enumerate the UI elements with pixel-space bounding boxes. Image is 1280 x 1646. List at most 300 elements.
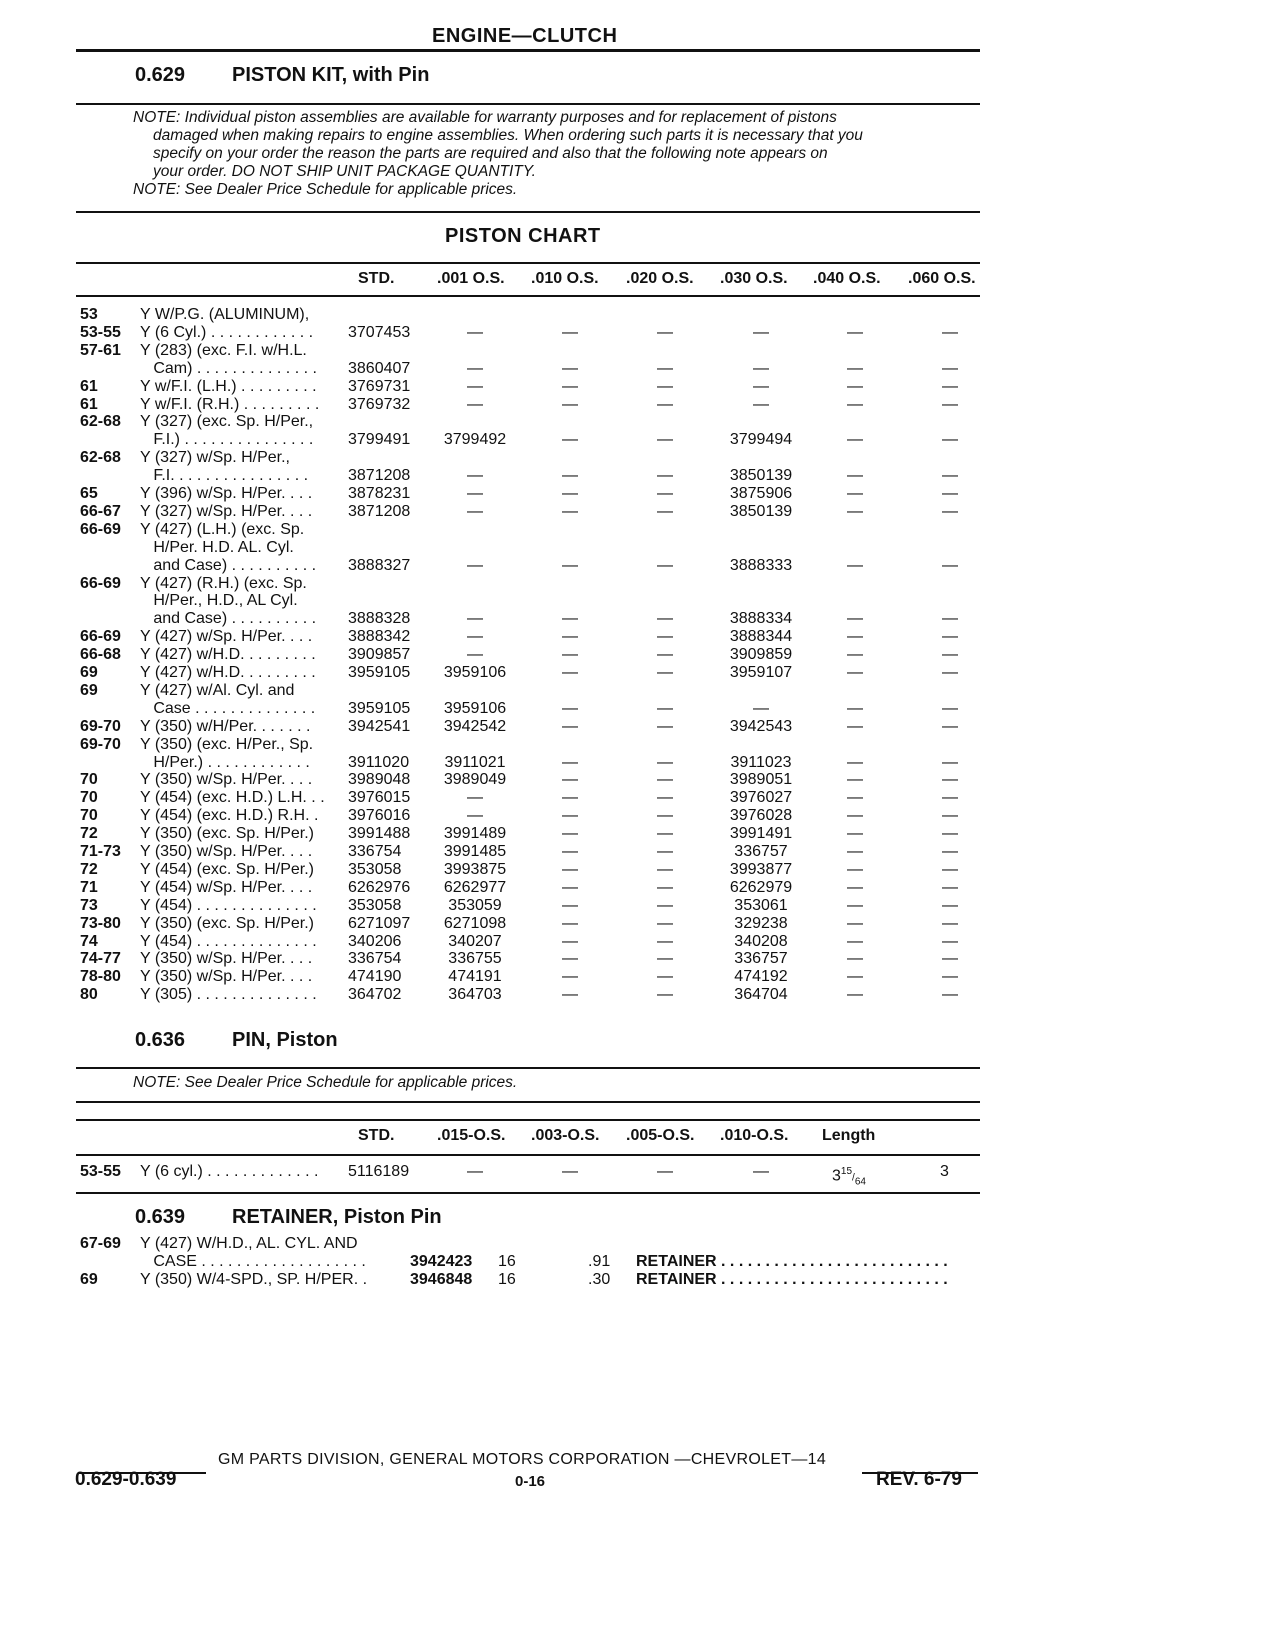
chart-cell: — <box>657 789 673 807</box>
chart-cell: — <box>562 323 578 341</box>
chart-cell: — <box>562 556 578 574</box>
row-description: Y (350) w/Sp. H/Per. . . . <box>140 771 313 789</box>
row-description: Y (427) (L.H.) (exc. Sp. <box>140 520 305 538</box>
row-years: 78-80 <box>80 968 121 986</box>
table-row <box>80 430 1040 449</box>
divider <box>76 295 980 297</box>
row-years: 69 <box>80 664 98 681</box>
table-row <box>80 681 1040 700</box>
chart-cell: 3959106 <box>443 699 507 717</box>
chart-cell: — <box>467 502 483 520</box>
row-description: Y (350) w/Sp. H/Per. . . . <box>140 843 313 860</box>
table-row <box>80 1162 1040 1188</box>
row-description: H/Per., H.D., AL Cyl. <box>140 592 298 610</box>
chart-cell: — <box>942 502 958 520</box>
row-description: H/Per. H.D. AL. Cyl. <box>140 538 294 556</box>
chart-cell: 3909857 <box>348 646 411 664</box>
chart-cell: — <box>562 753 578 771</box>
row-description: Y (454) w/Sp. H/Per. . . . <box>140 878 313 896</box>
table-row <box>80 770 1040 789</box>
chart-cell: 3888334 <box>729 610 793 628</box>
chart-cell: — <box>562 610 578 628</box>
part-name: RETAINER . . . . . . . . . . . . . . . . . . . . . . . . . . <box>636 1271 948 1288</box>
row-years: 66-69 <box>80 574 121 592</box>
chart-cell: — <box>847 610 863 628</box>
row-description: Y (350) (exc. Sp. H/Per.) <box>140 914 314 932</box>
row-years: 66-69 <box>80 520 121 538</box>
chart-cell: — <box>562 825 578 843</box>
chart-cell: — <box>753 395 769 413</box>
chart-cell: 3888327 <box>348 556 411 574</box>
chart-cell: 3989048 <box>348 771 411 789</box>
table-row <box>80 663 1040 682</box>
table-row <box>80 305 1040 324</box>
price: .30 <box>588 1271 611 1288</box>
chart-cell: — <box>942 628 958 646</box>
chart-cell: 364704 <box>734 986 788 1004</box>
chart-cell: — <box>657 986 673 1004</box>
divider <box>76 262 980 264</box>
cell-003: — <box>562 1163 578 1180</box>
row-years: 53-55 <box>80 1163 121 1180</box>
chart-cell: — <box>562 431 578 449</box>
table-row <box>80 788 1040 807</box>
part-name: RETAINER . . . . . . . . . . . . . . . . . . . . . . . . . . <box>636 1253 948 1270</box>
footer-revision: REV. 6-79 <box>876 1469 962 1490</box>
chart-cell: — <box>562 968 578 986</box>
chart-cell: — <box>562 377 578 395</box>
chart-cell: 3850139 <box>729 467 793 485</box>
chart-cell: — <box>847 807 863 825</box>
chart-cell: — <box>847 753 863 771</box>
chart-cell: 340207 <box>448 932 502 950</box>
chart-cell: — <box>467 628 483 646</box>
chart-cell: — <box>657 395 673 413</box>
page-header: ENGINE—CLUTCH <box>432 25 618 47</box>
table-row <box>80 359 1040 378</box>
chart-cell: — <box>467 789 483 807</box>
note-block <box>133 109 993 199</box>
row-years: 61 <box>80 395 98 413</box>
chart-cell: 3959105 <box>348 664 411 681</box>
chart-cell: — <box>847 646 863 664</box>
chart-cell: 3799492 <box>443 431 507 449</box>
table-row <box>80 645 1040 664</box>
column-header: STD. <box>358 1127 395 1144</box>
chart-cell: 353061 <box>734 896 788 914</box>
chart-cell: — <box>467 359 483 377</box>
row-years: 66-69 <box>80 628 121 646</box>
section-title: PIN, Piston <box>232 1029 338 1051</box>
row-description: H/Per.) . . . . . . . . . . . . <box>140 753 310 771</box>
row-description: Y (350) w/H/Per. . . . . . . <box>140 717 311 735</box>
chart-cell: — <box>942 789 958 807</box>
chart-cell: — <box>942 968 958 986</box>
chart-cell: — <box>942 664 958 681</box>
row-years: 53 <box>80 306 98 323</box>
chart-cell: 3871208 <box>348 467 411 485</box>
chart-cell: — <box>942 467 958 485</box>
table-row <box>80 949 1040 968</box>
chart-cell: — <box>942 556 958 574</box>
chart-cell: — <box>847 395 863 413</box>
chart-cell: — <box>657 825 673 843</box>
note-line: damaged when making repairs to engine assemblies. When ordering such parts it is necessary that you <box>153 127 863 144</box>
piston-chart-title: PISTON CHART <box>445 225 601 247</box>
chart-cell: — <box>657 610 673 628</box>
chart-cell: 364703 <box>448 986 502 1004</box>
chart-cell: 6271097 <box>348 914 411 932</box>
retainer-row <box>80 1270 1040 1289</box>
chart-cell: 3878231 <box>348 485 411 502</box>
column-header: .015-O.S. <box>437 1127 506 1144</box>
chart-cell: 3875906 <box>729 485 793 502</box>
chart-cell: — <box>847 843 863 860</box>
chart-cell: — <box>467 610 483 628</box>
column-header: .010-O.S. <box>720 1127 789 1144</box>
row-years: 73-80 <box>80 914 121 932</box>
chart-cell: 3976028 <box>729 807 793 825</box>
length-whole: 3 <box>832 1167 841 1185</box>
chart-cell: 3911021 <box>444 753 506 771</box>
cell-length: $3^{15}/_{64}$ <box>832 1166 866 1188</box>
chart-cell: 3911020 <box>348 753 410 771</box>
cell-010: — <box>753 1163 769 1180</box>
table-row <box>80 412 1040 431</box>
chart-cell: — <box>942 986 958 1004</box>
row-description: and Case) . . . . . . . . . . <box>140 556 317 574</box>
chart-cell: — <box>467 395 483 413</box>
table-row <box>80 860 1040 879</box>
table-row <box>80 627 1040 646</box>
note-line: your order. DO NOT SHIP UNIT PACKAGE QUANTITY. <box>153 163 536 180</box>
chart-cell: 3976016 <box>348 807 411 825</box>
table-row <box>80 878 1040 897</box>
row-years: 71 <box>80 878 98 896</box>
chart-cell: 6262979 <box>729 878 793 896</box>
chart-cell: — <box>657 914 673 932</box>
table-row <box>80 806 1040 825</box>
column-header: Length <box>822 1127 876 1144</box>
chart-cell: — <box>467 807 483 825</box>
chart-cell: 6271098 <box>443 914 507 932</box>
chart-cell: — <box>467 556 483 574</box>
chart-cell: 6262976 <box>348 878 411 896</box>
section-number: 0.629 <box>135 64 186 86</box>
row-years: 66-67 <box>80 502 121 520</box>
part-number: 3942423 <box>410 1253 473 1270</box>
chart-cell: — <box>847 717 863 735</box>
chart-cell: — <box>942 807 958 825</box>
chart-cell: — <box>657 950 673 968</box>
row-description: Y (427) w/H.D. . . . . . . . . <box>140 664 316 681</box>
row-description: CASE . . . . . . . . . . . . . . . . . . . <box>140 1253 366 1270</box>
column-header: STD. <box>358 270 395 287</box>
row-description: Y (454) . . . . . . . . . . . . . . <box>140 896 317 914</box>
cell-015: — <box>467 1163 483 1180</box>
chart-cell: — <box>562 395 578 413</box>
divider <box>76 1067 980 1069</box>
section-title: RETAINER, Piston Pin <box>232 1206 442 1228</box>
chart-cell: — <box>657 771 673 789</box>
chart-cell: — <box>942 843 958 860</box>
row-description: Y (283) (exc. F.I. w/H.L. <box>140 341 307 359</box>
chart-cell: — <box>847 986 863 1004</box>
chart-cell: — <box>562 914 578 932</box>
length-num: 15 <box>840 1166 853 1177</box>
row-years: 62-68 <box>80 449 121 467</box>
chart-cell: 3909859 <box>729 646 793 664</box>
table-row <box>80 323 1040 342</box>
chart-cell: 3991491 <box>729 825 793 843</box>
row-description: F.I.) . . . . . . . . . . . . . . . <box>140 431 314 449</box>
row-years: 71-73 <box>80 843 121 860</box>
row-years: 69-70 <box>80 717 121 735</box>
chart-cell: — <box>942 646 958 664</box>
chart-cell: — <box>753 323 769 341</box>
row-description: Y (350) W/4-SPD., SP. H/PER. . <box>140 1271 368 1288</box>
chart-cell: — <box>657 878 673 896</box>
pin-note: NOTE: See Dealer Price Schedule for applicable prices. <box>133 1074 518 1091</box>
row-years: 73 <box>80 896 98 914</box>
table-row <box>80 824 1040 843</box>
chart-cell: — <box>847 914 863 932</box>
chart-cell: — <box>847 485 863 502</box>
row-years: 69 <box>80 1271 98 1288</box>
chart-cell: 336757 <box>734 950 788 968</box>
column-header: .040 O.S. <box>813 270 881 287</box>
row-years: 69-70 <box>80 735 121 753</box>
chart-cell: — <box>847 825 863 843</box>
chart-cell: — <box>942 717 958 735</box>
row-description: Y (350) (exc. Sp. H/Per.) <box>140 825 314 843</box>
row-years: 53-55 <box>80 323 121 341</box>
table-row <box>80 985 1040 1004</box>
chart-cell: — <box>657 467 673 485</box>
chart-cell: — <box>847 502 863 520</box>
row-years: 74 <box>80 932 98 950</box>
chart-cell: — <box>562 860 578 878</box>
chart-cell: 340206 <box>348 932 402 950</box>
table-row <box>80 520 1040 539</box>
row-years: 67-69 <box>80 1235 121 1252</box>
row-description: Y w/F.I. (L.H.) . . . . . . . . . <box>140 377 317 395</box>
chart-cell: — <box>657 431 673 449</box>
table-row <box>80 842 1040 861</box>
part-number: 3946848 <box>410 1271 473 1288</box>
chart-cell: — <box>847 628 863 646</box>
column-header: .003-O.S. <box>531 1127 600 1144</box>
row-description: Y (427) (R.H.) (exc. Sp. <box>140 574 307 592</box>
chart-cell: 3799491 <box>348 431 411 449</box>
row-description: Y (454) (exc. Sp. H/Per.) <box>140 860 314 878</box>
row-description: Y (427) w/Sp. H/Per. . . . <box>140 628 313 646</box>
table-row <box>80 896 1040 915</box>
column-header: .010 O.S. <box>531 270 599 287</box>
chart-cell: — <box>467 646 483 664</box>
chart-cell: — <box>467 485 483 502</box>
chart-cell: — <box>847 932 863 950</box>
chart-cell: 3942542 <box>443 717 507 735</box>
chart-cell: — <box>657 485 673 502</box>
table-row <box>80 538 1040 557</box>
row-description: Y (350) (exc. H/Per., Sp. <box>140 735 314 753</box>
chart-cell: — <box>657 968 673 986</box>
chart-cell: — <box>562 878 578 896</box>
row-description: Y W/P.G. (ALUMINUM), <box>140 306 310 323</box>
chart-cell: — <box>562 896 578 914</box>
table-row <box>80 502 1040 521</box>
table-row <box>80 932 1040 951</box>
chart-cell: — <box>942 431 958 449</box>
chart-cell: — <box>467 467 483 485</box>
divider <box>76 211 980 213</box>
section-number: 0.639 <box>135 1206 186 1228</box>
footer-page-number: 0-16 <box>515 1473 546 1490</box>
column-header: .060 O.S. <box>908 270 976 287</box>
row-years: 57-61 <box>80 341 121 359</box>
price: .91 <box>588 1253 611 1270</box>
row-description: Y (350) w/Sp. H/Per. . . . <box>140 950 313 968</box>
chart-cell: 3959105 <box>348 699 411 717</box>
row-years: 70 <box>80 789 98 807</box>
chart-cell: — <box>657 860 673 878</box>
chart-cell: 474192 <box>734 968 788 986</box>
chart-cell: 364702 <box>348 986 402 1004</box>
table-row <box>80 591 1040 610</box>
chart-cell: 3993875 <box>443 860 507 878</box>
chart-cell: 6262977 <box>443 878 507 896</box>
divider <box>76 1192 980 1194</box>
chart-cell: 3871208 <box>348 502 411 520</box>
chart-cell: 3976015 <box>348 789 411 807</box>
row-description: Y (427) w/H.D. . . . . . . . . <box>140 646 316 664</box>
chart-cell: — <box>942 395 958 413</box>
chart-cell: 3942543 <box>729 717 793 735</box>
chart-cell: — <box>753 377 769 395</box>
chart-cell: — <box>942 485 958 502</box>
chart-cell: 336755 <box>448 950 502 968</box>
table-row <box>80 699 1040 718</box>
divider <box>76 1101 980 1103</box>
row-description: Y (6 cyl.) . . . . . . . . . . . . . <box>140 1163 319 1180</box>
row-description: Y (396) w/Sp. H/Per. . . . <box>140 485 313 502</box>
table-row <box>80 967 1040 986</box>
chart-cell: 3989049 <box>443 771 507 789</box>
row-description: Y (454) (exc. H.D.) L.H. . . <box>140 789 325 807</box>
row-description: Y (427) w/Al. Cyl. and <box>140 681 295 699</box>
column-header: .005-O.S. <box>626 1127 695 1144</box>
note-line: NOTE: Individual piston assemblies are available for warranty purposes and for replacement of pistons <box>133 109 837 126</box>
row-years: 61 <box>80 377 98 395</box>
chart-cell: 3769732 <box>348 395 411 413</box>
table-row <box>80 753 1040 772</box>
chart-cell: — <box>562 485 578 502</box>
row-description: Y (327) w/Sp. H/Per. . . . <box>140 502 313 520</box>
chart-cell: 353059 <box>448 896 502 914</box>
table-row <box>80 717 1040 736</box>
chart-cell: 3850139 <box>729 502 793 520</box>
table-row <box>80 448 1040 467</box>
chart-cell: — <box>562 699 578 717</box>
chart-cell: — <box>753 359 769 377</box>
retainer-row <box>80 1252 1040 1271</box>
note-line: specify on your order the reason the parts are required and also that the following note appears on <box>153 145 828 162</box>
chart-cell: — <box>847 896 863 914</box>
chart-cell: — <box>562 502 578 520</box>
chart-cell: — <box>847 968 863 986</box>
chart-cell: — <box>847 950 863 968</box>
chart-cell: 3989051 <box>729 771 793 789</box>
table-row <box>80 395 1040 414</box>
chart-cell: — <box>562 467 578 485</box>
divider <box>76 1154 980 1156</box>
chart-cell: 3707453 <box>348 323 411 341</box>
chart-cell: 3976027 <box>729 789 793 807</box>
table-row <box>80 466 1040 485</box>
chart-cell: — <box>657 807 673 825</box>
length-den: 64 <box>854 1176 866 1188</box>
table-row <box>80 914 1040 933</box>
row-years: 62-68 <box>80 413 121 431</box>
chart-cell: 474190 <box>348 968 402 986</box>
chart-cell: — <box>562 932 578 950</box>
chart-cell: 3942541 <box>348 717 411 735</box>
chart-cell: 3888342 <box>348 628 411 646</box>
chart-cell: — <box>942 860 958 878</box>
chart-cell: — <box>847 771 863 789</box>
chart-cell: 3860407 <box>348 359 411 377</box>
cell-extra: 3 <box>940 1163 949 1180</box>
chart-cell: — <box>847 860 863 878</box>
chart-cell: 3959107 <box>729 664 793 681</box>
chart-cell: 3911023 <box>730 753 792 771</box>
chart-cell: — <box>562 646 578 664</box>
chart-cell: 336754 <box>348 843 402 860</box>
chart-cell: — <box>942 699 958 717</box>
chart-cell: — <box>562 359 578 377</box>
divider <box>76 103 980 105</box>
row-years: 69 <box>80 681 98 699</box>
header-rule <box>76 49 980 52</box>
chart-cell: — <box>942 896 958 914</box>
chart-cell: — <box>562 628 578 646</box>
chart-cell: 3991488 <box>348 825 411 843</box>
chart-cell: — <box>942 771 958 789</box>
chart-cell: — <box>942 359 958 377</box>
row-description: Y (454) . . . . . . . . . . . . . . <box>140 932 317 950</box>
chart-cell: — <box>942 914 958 932</box>
table-row <box>80 556 1040 575</box>
chart-cell: — <box>657 556 673 574</box>
chart-cell: — <box>562 717 578 735</box>
section-number: 0.636 <box>135 1029 186 1051</box>
chart-cell: 3888344 <box>729 628 793 646</box>
table-row <box>80 377 1040 396</box>
table-row <box>80 609 1040 628</box>
column-header: .030 O.S. <box>720 270 788 287</box>
retainer-row <box>80 1234 1040 1253</box>
chart-cell: — <box>847 789 863 807</box>
row-years: 65 <box>80 485 98 502</box>
quantity: 16 <box>498 1253 516 1270</box>
chart-cell: 3991489 <box>443 825 507 843</box>
row-years: 74-77 <box>80 950 121 968</box>
row-description: Y (305) . . . . . . . . . . . . . . <box>140 986 317 1004</box>
table-row <box>80 574 1040 593</box>
chart-cell: — <box>657 932 673 950</box>
chart-cell: — <box>847 377 863 395</box>
